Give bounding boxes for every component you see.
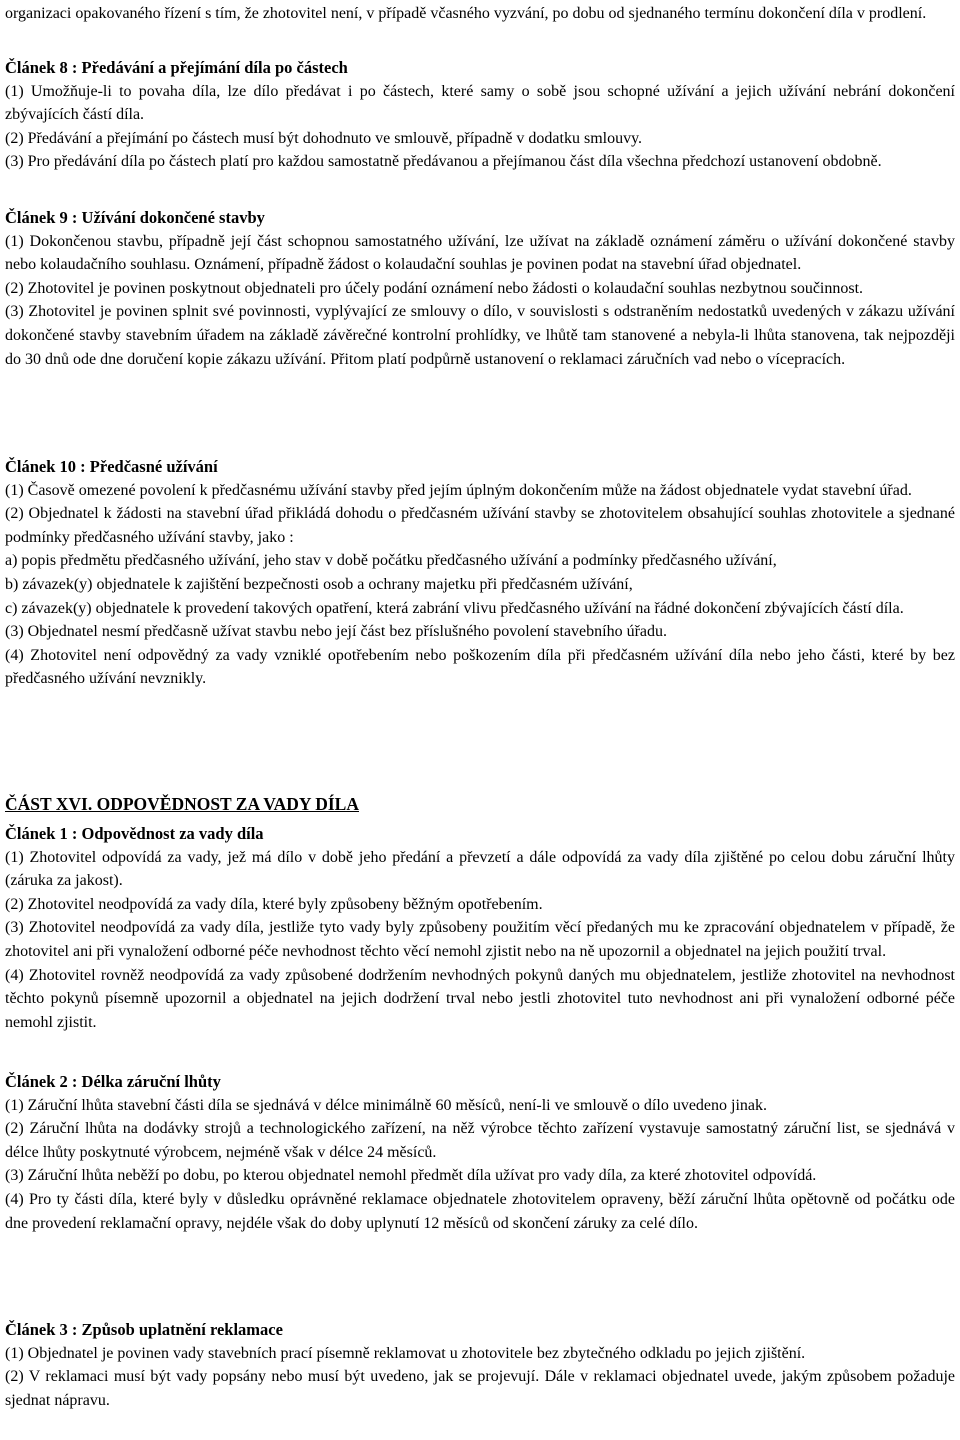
- intro-paragraph: organizaci opakovaného řízení s tím, že zhotovitel není, v případě včasného vyzvání, po dobu od sjednaného termínu dokončení díla v prodlení.: [5, 5, 927, 22]
- part-16-article-1-paragraph-1: (1) Zhotovitel odpovídá za vady, jež má dílo v době jeho předání a převzetí a dále odpovídá za vady díla zjištěné po celou dobu záruční lhůty (záruka za jakost).: [5, 848, 955, 890]
- part-16-article-1-heading: Článek 1 : Odpovědnost za vady díla: [5, 824, 264, 843]
- article-10-item-b: b) závazek(y) objednatele k zajištění bezpečnosti osob a ochrany majetku při předčasném užívání,: [5, 575, 633, 593]
- part-16-article-1: [5, 822, 955, 1034]
- article-10-item-c: c) závazek(y) objednatele k provedení takových opatření, která zabrání vlivu předčasného užívání na řádné dokončení zbývajících částí díla.: [5, 599, 904, 617]
- article-8-paragraph-1: (1) Umožňuje-li to povaha díla, lze dílo předávat i po částech, které samy o sobě jsou schopné užívání a jejich užívání nebrání dokončení zbývajících částí díla.: [5, 82, 955, 124]
- part-16-article-3-paragraph-2: (2) V reklamaci musí být vady popsány nebo musí být uvedeno, jak se projevují. Dále v reklamaci objednatel uvede, jakým způsobem požaduje sjednat nápravu.: [5, 1368, 955, 1409]
- article-10-heading: Článek 10 : Předčasné užívání: [5, 457, 218, 476]
- part-16-article-1-paragraph-2: (2) Zhotovitel neodpovídá za vady díla, které byly způsobeny běžným opotřebením.: [5, 895, 543, 913]
- article-10: [5, 455, 955, 691]
- part-16-article-2: [5, 1070, 955, 1235]
- article-10-paragraph-3: (3) Objednatel nesmí předčasně užívat stavbu nebo její část bez příslušného povolení stavebního úřadu.: [5, 623, 668, 641]
- part-16-article-3-paragraph-1: (1) Objednatel je povinen vady stavebních prací písemně reklamovat u zhotovitele bez zbytečného odkladu po jejich zjištění.: [5, 1344, 806, 1362]
- part-16-article-2-paragraph-4: (4) Pro ty části díla, které byly v důsledku oprávněné reklamace objednatele zhotovitelem opraveny, běží záruční lhůta opětovně od počátku ode dne provedení reklamační opravy, nejdéle však do doby uplynutí 12 měsíců od skončení záruky za celé dílo.: [5, 1190, 955, 1232]
- part-16-article-1-paragraph-4: (4) Zhotovitel rovněž neodpovídá za vady způsobené dodržením nevhodných pokynů daných mu objednatelem, jestliže zhotovitel na nevhodnost těchto pokynů písemně upozornil a objednatel na jejich dodržení trval nebo jestli zhotovitel tuto nevhodnost ani při vynaložení odborné péče nemohl zjistit.: [5, 966, 955, 1031]
- article-8-paragraph-3: (3) Pro předávání díla po částech platí pro každou samostatně předávanou a přejímanou část díla všechna předchozí ustanovení obdobně.: [5, 153, 882, 171]
- article-8-paragraph-2: (2) Předávání a přejímání po částech musí být dohodnuto ve smlouvě, případně v dodatku smlouvy.: [5, 129, 643, 147]
- article-10-paragraph-1: (1) Časově omezené povolení k předčasnému užívání stavby před jejím úplným dokončením může na žádost objednatele vydat stavební úřad.: [5, 481, 912, 499]
- part-16-title-block: [5, 792, 955, 816]
- part-16-article-2-paragraph-3: (3) Záruční lhůta neběží po dobu, po kterou objednatel nemohl předmět díla užívat pro vady díla, za které zhotovitel odpovídá.: [5, 1167, 817, 1185]
- part-16-article-3: [5, 1318, 955, 1412]
- part-16-article-1-paragraph-3: (3) Zhotovitel neodpovídá za vady díla, jestliže tyto vady byly způsobeny použitím věcí předaných mu ke zpracování objednatelem v případě, že zhotovitel ani při vynaložení odborné péče nevhodnost těchto věcí nemohl zjistit nebo na ně upozornil a objednatel na jejich použití trval.: [5, 919, 955, 960]
- part-16-article-2-paragraph-2: (2) Záruční lhůta na dodávky strojů a technologického zařízení, na něž výrobce těchto zařízení vystavuje samostatný záruční list, se sjednává v délce lhůty poskytnuté výrobcem, nejméně však v délce 24 měsíců.: [5, 1120, 955, 1161]
- part-16-article-2-heading: Článek 2 : Délka záruční lhůty: [5, 1072, 221, 1091]
- article-10-paragraph-2: (2) Objednatel k žádosti na stavební úřad přikládá dohodu o předčasném užívání stavby se zhotovitelem obsahující souhlas zhotovitele a sjednané podmínky předčasného užívání stavby, jako :: [5, 505, 955, 546]
- article-9-paragraph-2: (2) Zhotovitel je povinen poskytnout objednateli pro účely podání oznámení nebo žádosti o kolaudační souhlas nezbytnou součinnost.: [5, 279, 864, 297]
- article-9-paragraph-3: (3) Zhotovitel je povinen splnit své povinnosti, vyplývající ze smlouvy o dílo, v souvislosti s odstraněním nedostatků uvedených v zákazu užívání dokončené stavby stavebním úřadem na základě závěrečné kontrolní prohlídky, ve lhůtě tam stanovené a nebyla-li lhůta stanovena, tak nejpozději do 30 dnů ode dne doručení kopie zákazu užívání. Přitom platí podpůrně ustanovení o reklamaci záručních vad nebo o vícepracích.: [5, 303, 955, 368]
- article-9: [5, 206, 955, 371]
- article-8: [5, 56, 955, 174]
- article-10-paragraph-4: (4) Zhotovitel není odpovědný za vady vzniklé opotřebením nebo poškozením díla při předčasném užívání díla nebo jeho části, které by bez předčasného užívání nevznikly.: [5, 646, 955, 688]
- part-16-article-2-paragraph-1: (1) Záruční lhůta stavební části díla se sjednává v délce minimálně 60 měsíců, není-li ve smlouvě o dílo uvedeno jinak.: [5, 1096, 768, 1114]
- intro-block: [5, 2, 955, 26]
- part-16-article-3-heading: Článek 3 : Způsob uplatnění reklamace: [5, 1320, 283, 1339]
- article-9-paragraph-1: (1) Dokončenou stavbu, případně její část schopnou samostatného užívání, lze užívat na základě oznámení záměru o užívání dokončené stavby nebo kolaudačního souhlasu. Oznámení, případně žádost o kolaudační souhlas je povinen podat na stavební úřad objednatel.: [5, 232, 955, 274]
- part-16-heading: ČÁST XVI. ODPOVĚDNOST ZA VADY DÍLA: [5, 794, 359, 814]
- article-9-heading: Článek 9 : Užívání dokončené stavby: [5, 208, 265, 227]
- article-10-item-a: a) popis předmětu předčasného užívání, jeho stav v době počátku předčasného užívání a podmínky předčasného užívání,: [5, 552, 777, 570]
- article-8-heading: Článek 8 : Předávání a přejímání díla po částech: [5, 58, 348, 77]
